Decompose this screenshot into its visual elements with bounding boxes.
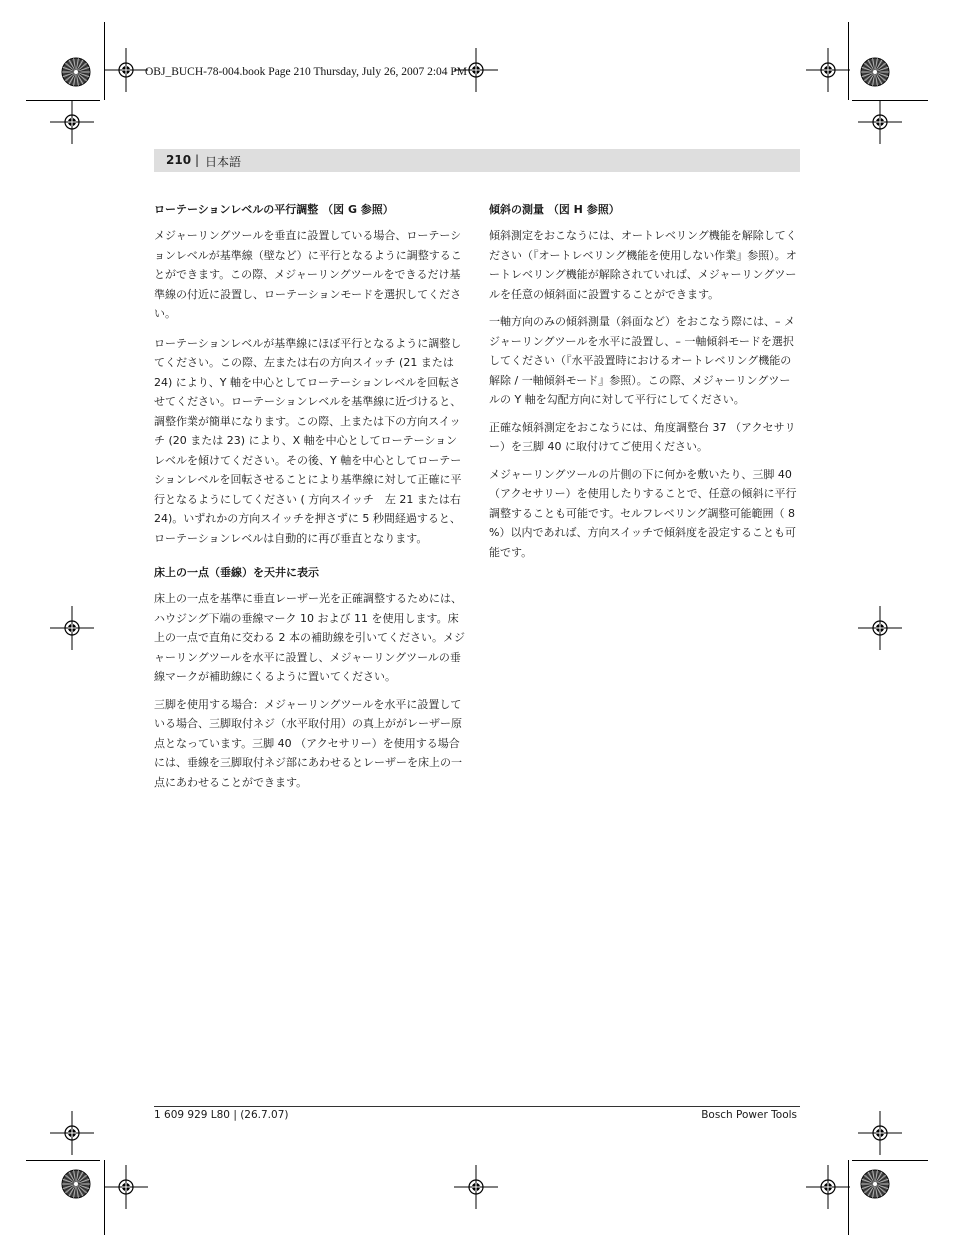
- crop-mark-line: [26, 1160, 100, 1161]
- registration-crosshair-icon: [104, 48, 148, 92]
- paragraph: ローテーションレベルが基準線にほぼ平行となるように調整してください。この際、左または右の方向スイッチ (21 または 24) により、Y 軸を中心としてローテーションレベルを回転させてください。ローテーションレベルを基準線に近づけると、調整作業が簡単になります。この際、上または下の方向スイッチ (20 または 23) により、X 軸を中心としてローテーションレベルを傾けてください。その後、Y 軸を中心としてローテーションレベルを回転させることにより基準線に対して正確に平行となるようにしてください ( 方向スイッチ 左 21 または右 24)。いずれかの方向スイッチを押さずに 5 秒間経過すると、ローテーションレベルは自動的に再び垂直となります。: [154, 336, 462, 545]
- color-target-icon: [61, 1169, 91, 1199]
- color-target-icon: [860, 57, 890, 87]
- footer-rule: [154, 1106, 800, 1107]
- section-heading-slope-measure: 傾斜の測量 （図 H 参照）: [489, 203, 620, 216]
- paragraph: 正確な傾斜測定をおこなうには、角度調整台 37 （アクセサリー）を三脚 40 に取付けてご使用ください。: [489, 420, 796, 453]
- left-column: [154, 201, 466, 800]
- registration-crosshair-icon: [858, 606, 902, 650]
- print-info-line: OBJ_BUCH-78-004.book Page 210 Thursday, July 26, 2007 2:04 PM: [145, 66, 468, 78]
- registration-crosshair-icon: [50, 100, 94, 144]
- footer-doc-code: 1 609 929 L80 | (26.7.07): [154, 1109, 289, 1121]
- paragraph: メジャーリングツールを垂直に設置している場合、ローテーションレベルが基準線（壁など）に平行となるように調整することができます。この際、メジャーリングツールをできるだけ基準線の付近に設置し、ローテーションモードを選択してください。: [154, 229, 462, 320]
- paragraph: 床上の一点を基準に垂直レーザー光を正確調整するためには、ハウジング下端の垂線マーク 10 および 11 を使用します。床上の一点で直角に交わる 2 本の補助線を引いてください。メジャーリングツールを水平に設置し、メジャーリングツールの垂線マークが補助線にくるように置いてください。: [154, 592, 465, 683]
- page-number: 210: [166, 153, 192, 167]
- crop-mark-line: [852, 1160, 928, 1161]
- color-target-icon: [61, 57, 91, 87]
- section-heading-plumb-point: 床上の一点（垂線）を天井に表示: [154, 566, 319, 579]
- paragraph: 傾斜測定をおこなうには、オートレベリング機能を解除してください（『オートレベリング機能を使用しない作業』参照）。オートレベリング機能が解除されていれば、メジャーリングツールを任意の傾斜面に設置することができます。: [489, 229, 797, 301]
- color-target-icon: [860, 1169, 890, 1199]
- right-column: [489, 201, 801, 570]
- page-header: [154, 149, 800, 172]
- paragraph: 三脚を使用する場合：メジャーリングツールを水平に設置している場合、三脚取付ネジ（水平取付用）の真上ががレーザー原点となっています。三脚 40 （アクセサリー）を使用する場合には、垂線を三脚取付ネジ部にあわせるとレーザーを床上の一点にあわせることができます。: [154, 697, 462, 789]
- section-heading-parallel-adjust: ローテーションレベルの平行調整 （図 G 参照）: [154, 203, 394, 216]
- registration-crosshair-icon: [858, 1111, 902, 1155]
- paragraph: 一軸方向のみの傾斜測量（斜面など）をおこなう際には、– メジャーリングツールを水平に設置し、– 一軸傾斜モードを選択してください（『水平設置時におけるオートレベリング機能の解除 / 一軸傾斜モード』参照）。この際、メジャーリングツールの Y 軸を勾配方向に対して平行にしてください。: [489, 315, 795, 406]
- header-language: 日本語: [205, 155, 242, 169]
- registration-crosshair-icon: [104, 1165, 148, 1209]
- registration-crosshair-icon: [806, 48, 850, 92]
- paragraph: メジャーリングツールの片側の下に何かを敷いたり、三脚 40 （アクセサリー）を使用したりすることで、任意の傾斜に平行調整することも可能です。セルフレベリング調整可能範囲（ 8 %）以内であれば、方向スイッチで傾斜度を設定することも可能です。: [489, 467, 797, 559]
- registration-crosshair-icon: [50, 1111, 94, 1155]
- header-separator: |: [195, 153, 200, 167]
- registration-crosshair-icon: [806, 1165, 850, 1209]
- registration-crosshair-icon: [858, 100, 902, 144]
- registration-crosshair-icon: [454, 1165, 498, 1209]
- registration-crosshair-icon: [50, 606, 94, 650]
- footer-brand: Bosch Power Tools: [701, 1109, 797, 1121]
